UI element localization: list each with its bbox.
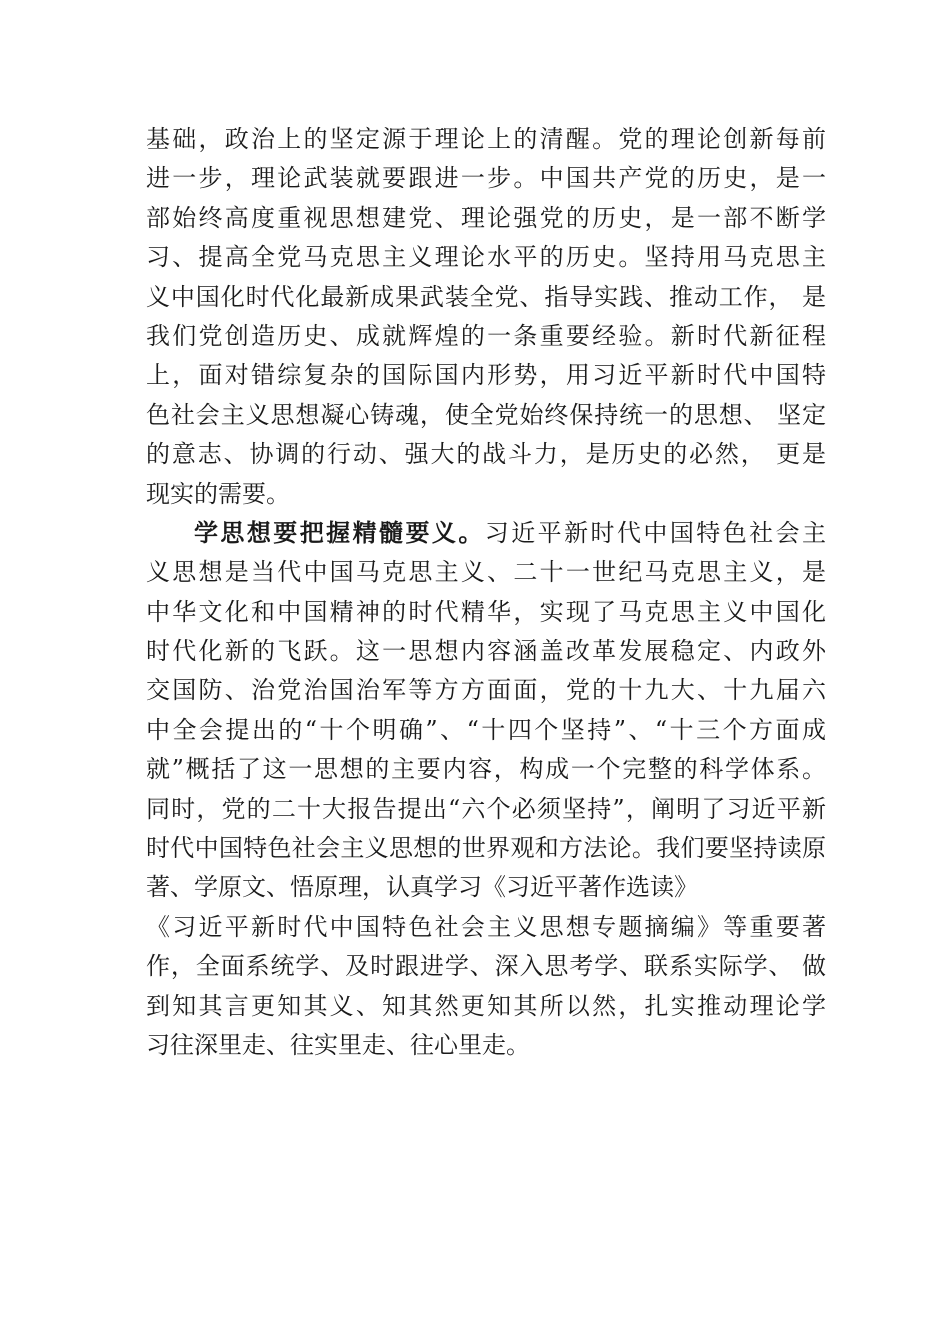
text-line: 义思想是当代中国马克思主义、二十一世纪马克思主义，是	[146, 558, 826, 587]
text-line: 著、学原文、悟原理，认真学习《习近平著作选读》	[146, 873, 698, 902]
text-line: 的意志、协调的行动、强大的战斗力，是历史的必然， 更是	[146, 440, 826, 469]
text-line: 就”概括了这一思想的主要内容，构成一个完整的科学体系。	[146, 755, 826, 784]
text-line: 我们党创造历史、成就辉煌的一条重要经验。新时代新征程	[146, 321, 826, 350]
text-line	[146, 514, 826, 553]
text-line: 部始终高度重视思想建党、理论强党的历史，是一部不断学	[146, 203, 826, 232]
heading-line-rest: 习近平新时代中国特色社会主	[484, 518, 826, 547]
text-line: 基础，政治上的坚定源于理论上的清醒。党的理论创新每前	[146, 125, 826, 153]
text-line: 习往深里走、往实里走、往心里走。	[146, 1030, 530, 1059]
text-line: 进一步，理论武装就要跟进一步。中国共产党的历史，是一	[146, 164, 826, 193]
text-line: 中全会提出的“十个明确”、“十四个坚持”、“十三个方面成	[146, 715, 826, 744]
text-line: 交国防、治党治国治军等方方面面，党的十九大、十九届六	[146, 676, 826, 705]
paragraph-1	[146, 120, 826, 514]
text-line: 义中国化时代化最新成果武装全党、指导实践、推动工作， 是	[146, 282, 826, 311]
text-line: 色社会主义思想凝心铸魂，使全党始终保持统一的思想、 坚定	[146, 400, 826, 429]
text-line: 上，面对错综复杂的国际国内形势，用习近平新时代中国特	[146, 361, 826, 390]
body-text	[146, 120, 826, 1065]
paragraph-heading: 学思想要把握精髓要义。	[194, 518, 485, 547]
text-line: 现实的需要。	[146, 479, 290, 508]
text-line: 《习近平新时代中国特色社会主义思想专题摘编》等重要著	[146, 912, 826, 941]
text-line: 习、提高全党马克思主义理论水平的历史。坚持用马克思主	[146, 243, 826, 272]
text-line: 时代化新的飞跃。这一思想内容涵盖改革发展稳定、内政外	[146, 637, 826, 666]
text-line: 到知其言更知其义、知其然更知其所以然，扎实推动理论学	[146, 991, 826, 1020]
text-line: 中华文化和中国精神的时代精华，实现了马克思主义中国化	[146, 597, 826, 626]
text-line: 时代中国特色社会主义思想的世界观和方法论。我们要坚持读原	[146, 834, 826, 863]
text-line: 作，全面系统学、及时跟进学、深入思考学、联系实际学、 做	[146, 952, 826, 981]
paragraph-2	[146, 514, 826, 1065]
text-line: 同时，党的二十大报告提出“六个必须坚持”，阐明了习近平新	[146, 794, 826, 823]
